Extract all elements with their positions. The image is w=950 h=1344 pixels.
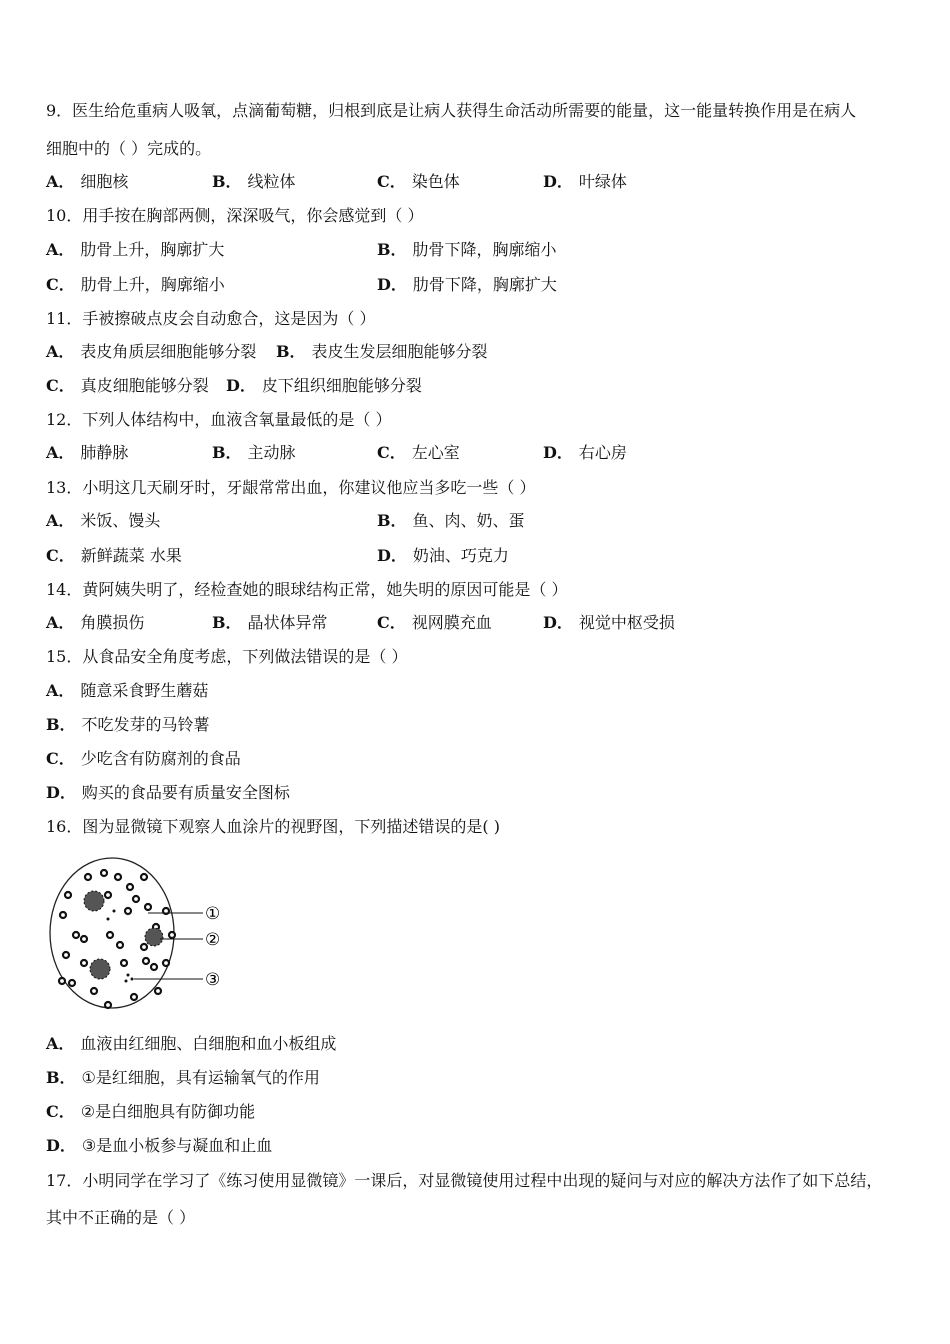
option-label: D． bbox=[377, 275, 407, 294]
figure-label-3: ③ bbox=[205, 970, 221, 990]
q10-option-c bbox=[46, 275, 225, 295]
option-text: 叶绿体 bbox=[578, 172, 627, 191]
option-label: D． bbox=[377, 546, 407, 565]
q14-option-b bbox=[212, 613, 328, 633]
q16-option-b bbox=[46, 1068, 320, 1088]
option-label: A． bbox=[46, 613, 75, 632]
option-text: 不吃发芽的马铃薯 bbox=[81, 715, 210, 734]
q10-stem: 10．用手按在胸部两侧，深深吸气，你会感觉到（ ） bbox=[46, 206, 424, 225]
option-label: A． bbox=[46, 681, 75, 700]
option-text: 细胞核 bbox=[80, 172, 129, 191]
figure-label-2: ② bbox=[205, 930, 221, 950]
option-text: 染色体 bbox=[411, 172, 460, 191]
option-label: C． bbox=[46, 749, 75, 768]
option-label: A． bbox=[46, 1034, 75, 1053]
option-text: 新鲜蔬菜 水果 bbox=[80, 546, 182, 565]
option-text: 购买的食品要有质量安全图标 bbox=[81, 783, 290, 802]
option-text: 主动脉 bbox=[247, 443, 296, 462]
option-text: 表皮生发层细胞能够分裂 bbox=[311, 342, 488, 361]
q12-option-d bbox=[543, 443, 627, 463]
q9-option-c bbox=[377, 172, 460, 192]
option-label: C． bbox=[46, 376, 75, 395]
option-label: A． bbox=[46, 342, 75, 361]
option-text: 奶油、巧克力 bbox=[412, 546, 509, 565]
q14-stem: 14．黄阿姨失明了，经检查她的眼球结构正常，她失明的原因可能是（ ） bbox=[46, 580, 568, 599]
option-text: 肋骨上升，胸廓扩大 bbox=[80, 240, 225, 259]
option-text: 晶状体异常 bbox=[247, 613, 328, 632]
q11-option-a bbox=[46, 342, 256, 362]
option-label: D． bbox=[46, 783, 76, 802]
option-label: C． bbox=[46, 275, 75, 294]
option-text: 少吃含有防腐剂的食品 bbox=[80, 749, 241, 768]
option-label: B． bbox=[377, 511, 407, 530]
option-text: ③是血小板参与凝血和止血 bbox=[81, 1136, 273, 1155]
q13-option-d bbox=[377, 546, 509, 566]
q9-option-b bbox=[212, 172, 296, 192]
option-label: B． bbox=[46, 715, 76, 734]
q10-option-d bbox=[377, 275, 557, 295]
q15-option-c bbox=[46, 749, 241, 769]
q16-option-c bbox=[46, 1102, 255, 1122]
q9-stem-line1: 9．医生给危重病人吸氧，点滴葡萄糖，归根到底是让病人获得生命活动所需要的能量，这一能量转换作用是在病人 bbox=[46, 101, 857, 120]
q11-stem: 11．手被擦破点皮会自动愈合，这是因为（ ） bbox=[46, 309, 376, 328]
q11-option-c bbox=[46, 376, 209, 396]
option-label: C． bbox=[46, 1102, 75, 1121]
q15-stem: 15．从食品安全角度考虑，下列做法错误的是（ ） bbox=[46, 647, 408, 666]
option-label: A． bbox=[46, 240, 75, 259]
q12-stem: 12．下列人体结构中，血液含氧量最低的是（ ） bbox=[46, 410, 392, 429]
option-text: 米饭、馒头 bbox=[80, 511, 161, 530]
figure-label-1: ① bbox=[205, 904, 221, 924]
q16-stem: 16．图为显微镜下观察人血涂片的视野图，下列描述错误的是( ) bbox=[46, 817, 500, 836]
option-label: A． bbox=[46, 172, 75, 191]
q11-option-d bbox=[226, 376, 422, 396]
q9-stem-line2: 细胞中的（ ）完成的。 bbox=[46, 139, 212, 158]
option-label: B． bbox=[46, 1068, 76, 1087]
option-text: 左心室 bbox=[411, 443, 460, 462]
q14-option-c bbox=[377, 613, 492, 633]
q9-option-d bbox=[543, 172, 627, 192]
option-text: 肋骨下降，胸廓缩小 bbox=[412, 240, 557, 259]
option-text: 线粒体 bbox=[247, 172, 296, 191]
option-label: B． bbox=[276, 342, 306, 361]
q12-option-a bbox=[46, 443, 128, 463]
q15-option-b bbox=[46, 715, 210, 735]
option-label: D． bbox=[543, 172, 573, 191]
q15-option-d bbox=[46, 783, 290, 803]
q16-option-d bbox=[46, 1136, 272, 1156]
q14-option-d bbox=[543, 613, 675, 633]
q13-option-c bbox=[46, 546, 182, 566]
option-text: 肋骨下降，胸廓扩大 bbox=[412, 275, 557, 294]
q9-option-a bbox=[46, 172, 128, 192]
option-label: A． bbox=[46, 511, 75, 530]
option-text: 皮下组织细胞能够分裂 bbox=[261, 376, 422, 395]
option-label: B． bbox=[212, 172, 242, 191]
q10-option-b bbox=[377, 240, 557, 260]
option-text: 右心房 bbox=[578, 443, 627, 462]
option-label: C． bbox=[377, 613, 406, 632]
option-text: 视觉中枢受损 bbox=[578, 613, 675, 632]
q12-option-c bbox=[377, 443, 460, 463]
option-label: D． bbox=[543, 443, 573, 462]
option-label: B． bbox=[212, 613, 242, 632]
option-text: ②是白细胞具有防御功能 bbox=[80, 1102, 256, 1121]
option-text: 肋骨上升，胸廓缩小 bbox=[80, 275, 225, 294]
option-label: B． bbox=[212, 443, 242, 462]
option-text: 肺静脉 bbox=[80, 443, 129, 462]
option-text: ①是红细胞，具有运输氧气的作用 bbox=[81, 1068, 320, 1087]
option-label: C． bbox=[377, 172, 406, 191]
option-text: 随意采食野生蘑菇 bbox=[80, 681, 209, 700]
q17-stem-line1: 17．小明同学在学习了《练习使用显微镜》一课后，对显微镜使用过程中出现的疑问与对应的解决方法作了如下总结， bbox=[46, 1171, 883, 1190]
q11-option-b bbox=[276, 342, 488, 362]
q14-option-a bbox=[46, 613, 144, 633]
q13-stem: 13．小明这几天刷牙时，牙龈常常出血，你建议他应当多吃一些（ ） bbox=[46, 478, 536, 497]
option-text: 真皮细胞能够分裂 bbox=[80, 376, 209, 395]
option-text: 表皮角质层细胞能够分裂 bbox=[80, 342, 257, 361]
option-label: C． bbox=[46, 546, 75, 565]
option-label: D． bbox=[543, 613, 573, 632]
q10-option-a bbox=[46, 240, 224, 260]
q15-option-a bbox=[46, 681, 208, 701]
blood-smear-figure bbox=[48, 855, 248, 1015]
option-text: 鱼、肉、奶、蛋 bbox=[412, 511, 525, 530]
q13-option-a bbox=[46, 511, 160, 531]
q13-option-b bbox=[377, 511, 525, 531]
option-text: 血液由红细胞、白细胞和血小板组成 bbox=[80, 1034, 337, 1053]
q12-option-b bbox=[212, 443, 296, 463]
option-label: D． bbox=[226, 376, 256, 395]
q16-option-a bbox=[46, 1034, 336, 1054]
q17-stem-line2: 其中不正确的是（ ） bbox=[46, 1208, 196, 1227]
option-text: 角膜损伤 bbox=[80, 613, 145, 632]
option-label: D． bbox=[46, 1136, 76, 1155]
option-label: A． bbox=[46, 443, 75, 462]
option-label: B． bbox=[377, 240, 407, 259]
option-text: 视网膜充血 bbox=[411, 613, 492, 632]
option-label: C． bbox=[377, 443, 406, 462]
